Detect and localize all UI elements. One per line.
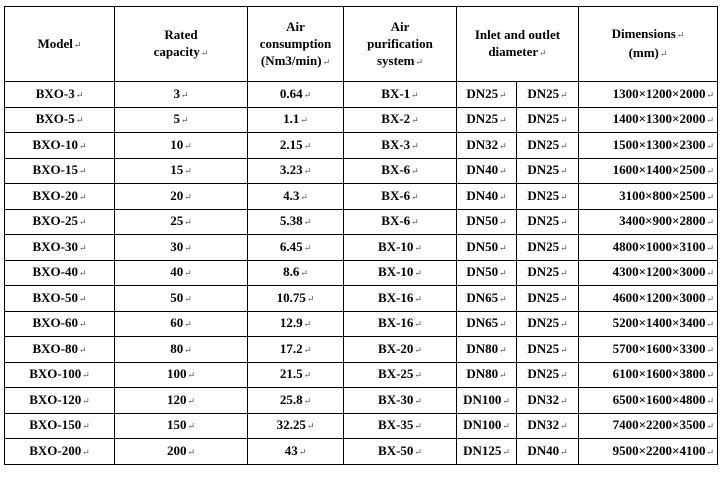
cell-dimensions: 3400×900×2800↵: [579, 209, 718, 235]
cell-dimensions: 5200×1400×3400↵: [579, 311, 718, 337]
cell-air-consumption: 4.3↵: [248, 184, 344, 210]
cell-rated-capacity: 40↵: [115, 260, 248, 286]
cell-model: BXO-120↵: [5, 388, 115, 414]
cell-inlet-diameter: DN25↵: [457, 82, 517, 108]
cell-model: BXO-15↵: [5, 158, 115, 184]
cell-rated-capacity: 100↵: [115, 362, 248, 388]
cell-rated-capacity: 120↵: [115, 388, 248, 414]
cell-outlet-diameter: DN25↵: [517, 337, 579, 363]
cell-air-purification-system: BX-20↵: [344, 337, 457, 363]
cell-air-purification-system: BX-6↵: [344, 184, 457, 210]
table-row: [5, 286, 718, 312]
cell-outlet-diameter: DN25↵: [517, 260, 579, 286]
cell-inlet-diameter: DN25↵: [457, 107, 517, 133]
table-row: [5, 209, 718, 235]
cell-air-consumption: 10.75↵: [248, 286, 344, 312]
cell-rated-capacity: 3↵: [115, 82, 248, 108]
cell-inlet-diameter: DN125↵: [457, 439, 517, 465]
cell-outlet-diameter: DN25↵: [517, 311, 579, 337]
cell-outlet-diameter: DN25↵: [517, 133, 579, 159]
cell-outlet-diameter: DN25↵: [517, 209, 579, 235]
cell-outlet-diameter: DN32↵: [517, 413, 579, 439]
cell-dimensions: 7400×2200×3500↵: [579, 413, 718, 439]
header-dimensions: Dimensions↵ (mm)↵: [579, 7, 718, 82]
header-air-consumption: Air consumption (Nm3/min)↵: [248, 7, 344, 82]
header-model: Model↵: [5, 7, 115, 82]
cell-dimensions: 9500×2200×4100↵: [579, 439, 718, 465]
cell-air-consumption: 17.2↵: [248, 337, 344, 363]
cell-model: BXO-10↵: [5, 133, 115, 159]
cell-air-purification-system: BX-16↵: [344, 286, 457, 312]
cell-outlet-diameter: DN25↵: [517, 362, 579, 388]
cell-air-consumption: 2.15↵: [248, 133, 344, 159]
cell-dimensions: 6500×1600×4800↵: [579, 388, 718, 414]
cell-air-consumption: 21.5↵: [248, 362, 344, 388]
table-row: [5, 413, 718, 439]
cell-air-consumption: 5.38↵: [248, 209, 344, 235]
cell-air-consumption: 12.9↵: [248, 311, 344, 337]
cell-dimensions: 1600×1400×2500↵: [579, 158, 718, 184]
cell-dimensions: 4600×1200×3000↵: [579, 286, 718, 312]
header-row: [5, 7, 718, 82]
cell-outlet-diameter: DN25↵: [517, 158, 579, 184]
cell-air-purification-system: BX-25↵: [344, 362, 457, 388]
cell-air-purification-system: BX-10↵: [344, 235, 457, 261]
cell-air-purification-system: BX-1↵: [344, 82, 457, 108]
cell-air-consumption: 6.45↵: [248, 235, 344, 261]
cell-rated-capacity: 30↵: [115, 235, 248, 261]
cell-model: BXO-30↵: [5, 235, 115, 261]
table-row: [5, 337, 718, 363]
cell-air-purification-system: BX-6↵: [344, 209, 457, 235]
cell-inlet-diameter: DN32↵: [457, 133, 517, 159]
cell-dimensions: 5700×1600×3300↵: [579, 337, 718, 363]
cell-model: BXO-80↵: [5, 337, 115, 363]
cell-model: BXO-50↵: [5, 286, 115, 312]
cell-rated-capacity: 5↵: [115, 107, 248, 133]
cell-outlet-diameter: DN25↵: [517, 107, 579, 133]
cell-air-purification-system: BX-50↵: [344, 439, 457, 465]
table-row: [5, 133, 718, 159]
cell-rated-capacity: 60↵: [115, 311, 248, 337]
cell-rated-capacity: 25↵: [115, 209, 248, 235]
cell-rated-capacity: 15↵: [115, 158, 248, 184]
cell-air-purification-system: BX-30↵: [344, 388, 457, 414]
cell-outlet-diameter: DN25↵: [517, 286, 579, 312]
cell-rated-capacity: 150↵: [115, 413, 248, 439]
cell-rated-capacity: 200↵: [115, 439, 248, 465]
cell-model: BXO-25↵: [5, 209, 115, 235]
table-row: [5, 158, 718, 184]
cell-air-consumption: 0.64↵: [248, 82, 344, 108]
cell-rated-capacity: 20↵: [115, 184, 248, 210]
cell-inlet-diameter: DN65↵: [457, 286, 517, 312]
table-row: [5, 107, 718, 133]
table-row: [5, 311, 718, 337]
cell-inlet-diameter: DN100↵: [457, 413, 517, 439]
cell-dimensions: 4300×1200×3000↵: [579, 260, 718, 286]
header-inlet-outlet-diameter: Inlet and outlet diameter↵: [457, 7, 579, 82]
table-row: [5, 82, 718, 108]
cell-inlet-diameter: DN50↵: [457, 235, 517, 261]
cell-inlet-diameter: DN40↵: [457, 158, 517, 184]
cell-dimensions: 4800×1000×3100↵: [579, 235, 718, 261]
cell-outlet-diameter: DN25↵: [517, 82, 579, 108]
table-row: [5, 362, 718, 388]
cell-air-purification-system: BX-3↵: [344, 133, 457, 159]
cell-model: BXO-40↵: [5, 260, 115, 286]
header-rated-capacity: Rated capacity↵: [115, 7, 248, 82]
table-row: [5, 260, 718, 286]
table-row: [5, 439, 718, 465]
table-body: [5, 82, 718, 465]
cell-rated-capacity: 50↵: [115, 286, 248, 312]
cell-air-consumption: 43↵: [248, 439, 344, 465]
cell-rated-capacity: 10↵: [115, 133, 248, 159]
cell-outlet-diameter: DN25↵: [517, 184, 579, 210]
cell-outlet-diameter: DN40↵: [517, 439, 579, 465]
cell-inlet-diameter: DN80↵: [457, 362, 517, 388]
table-row: [5, 388, 718, 414]
cell-outlet-diameter: DN25↵: [517, 235, 579, 261]
cell-inlet-diameter: DN40↵: [457, 184, 517, 210]
cell-model: BXO-20↵: [5, 184, 115, 210]
spec-table-container: [4, 6, 718, 465]
cell-model: BXO-60↵: [5, 311, 115, 337]
cell-model: BXO-3↵: [5, 82, 115, 108]
cell-inlet-diameter: DN50↵: [457, 209, 517, 235]
cell-dimensions: 1300×1200×2000↵: [579, 82, 718, 108]
table-row: [5, 184, 718, 210]
cell-air-consumption: 25.8↵: [248, 388, 344, 414]
cell-rated-capacity: 80↵: [115, 337, 248, 363]
cell-air-consumption: 8.6↵: [248, 260, 344, 286]
table-row: [5, 235, 718, 261]
cell-inlet-diameter: DN100↵: [457, 388, 517, 414]
cell-air-purification-system: BX-16↵: [344, 311, 457, 337]
cell-model: BXO-5↵: [5, 107, 115, 133]
cell-air-purification-system: BX-6↵: [344, 158, 457, 184]
cell-air-consumption: 32.25↵: [248, 413, 344, 439]
cell-dimensions: 6100×1600×3800↵: [579, 362, 718, 388]
cell-model: BXO-200↵: [5, 439, 115, 465]
cell-dimensions: 3100×800×2500↵: [579, 184, 718, 210]
cell-air-consumption: 3.23↵: [248, 158, 344, 184]
cell-air-purification-system: BX-10↵: [344, 260, 457, 286]
specification-table: [4, 6, 718, 465]
cell-dimensions: 1400×1300×2000↵: [579, 107, 718, 133]
cell-model: BXO-100↵: [5, 362, 115, 388]
cell-air-purification-system: BX-2↵: [344, 107, 457, 133]
header-air-purification: Air purification system↵: [344, 7, 457, 82]
cell-outlet-diameter: DN32↵: [517, 388, 579, 414]
cell-air-consumption: 1.1↵: [248, 107, 344, 133]
cell-inlet-diameter: DN80↵: [457, 337, 517, 363]
cell-inlet-diameter: DN50↵: [457, 260, 517, 286]
cell-air-purification-system: BX-35↵: [344, 413, 457, 439]
cell-inlet-diameter: DN65↵: [457, 311, 517, 337]
cell-model: BXO-150↵: [5, 413, 115, 439]
cell-dimensions: 1500×1300×2300↵: [579, 133, 718, 159]
